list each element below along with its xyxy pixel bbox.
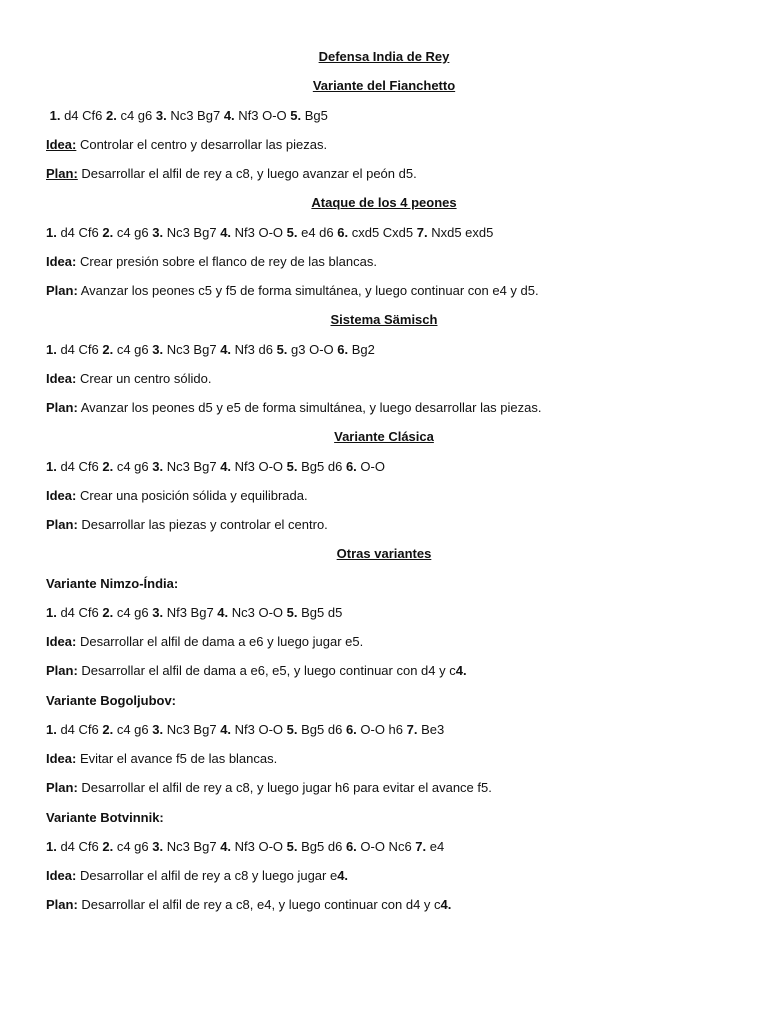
move-text: d4 Cf6 (56, 721, 103, 737)
plan-line (46, 895, 722, 924)
idea-text: Desarrollar el alfil de rey a c8 y luego jugar e (76, 868, 338, 883)
move-number: 5. (286, 458, 298, 474)
move-number: 3. (152, 341, 164, 357)
move-sequence (46, 837, 722, 866)
move-number: 4. (223, 107, 235, 123)
plan-label: Plan: (46, 166, 78, 181)
move-text: c4 g6 (113, 604, 153, 620)
move-number: 1. (46, 458, 57, 474)
move-number: 2. (102, 838, 114, 854)
move-number: 7. (406, 721, 418, 737)
section-heading: Variante Clásica (334, 429, 434, 445)
move-text: Bg5 d5 (297, 604, 343, 620)
move-number: 3. (152, 224, 164, 240)
plan-line (46, 778, 722, 807)
idea-line (46, 632, 722, 661)
idea-label: Idea: (46, 253, 77, 269)
move-sequence (46, 223, 722, 252)
move-number: 5. (286, 838, 298, 854)
move-text: Nf3 O-O (231, 721, 287, 737)
variant-name: Variante Botvinnik: (46, 809, 164, 825)
move-text: c4 g6 (113, 721, 153, 737)
move-text: Bg5 d6 (297, 838, 346, 854)
plan-text-tail: 4. (455, 663, 467, 679)
plan-label: Plan: (46, 517, 78, 532)
idea-line (46, 252, 722, 281)
idea-text: Crear una posición sólida y equilibrada. (76, 487, 308, 503)
idea-text: Crear presión sobre el flanco de rey de las blancas. (76, 253, 377, 269)
move-number: 3. (152, 838, 164, 854)
move-text: O-O Nc6 (356, 838, 416, 854)
move-number: 1. (49, 107, 61, 123)
move-number: 6. (345, 458, 357, 474)
idea-label: Idea: (46, 868, 77, 883)
move-text: c4 g6 (113, 458, 153, 474)
move-number: 1. (46, 341, 57, 357)
plan-text: Desarrollar el alfil de rey a c8, e4, y luego continuar con d4 y c (77, 897, 441, 913)
move-number: 1. (46, 838, 57, 854)
plan-label: Plan: (46, 663, 78, 679)
plan-text: Avanzar los peones c5 y f5 de forma simultánea, y luego continuar con e4 y d5. (77, 283, 539, 298)
move-number: 5. (290, 107, 302, 123)
plan-line (46, 281, 722, 310)
idea-line (46, 749, 722, 778)
move-text: Bg5 d6 (297, 458, 346, 474)
move-text: d4 Cf6 (56, 838, 103, 854)
move-number: 5. (286, 604, 298, 620)
move-text: Nc3 Bg7 (163, 224, 221, 240)
move-text: Nc3 O-O (228, 604, 287, 620)
move-number: 1. (46, 604, 57, 620)
move-number: 2. (106, 107, 117, 123)
move-number: 4. (220, 838, 232, 854)
move-number: 3. (152, 604, 164, 620)
move-text: Bg2 (348, 341, 375, 357)
idea-text: Evitar el avance f5 de las blancas. (76, 751, 278, 766)
move-text: O-O (356, 458, 385, 474)
document-body (46, 47, 722, 925)
move-text: d4 Cf6 (56, 604, 103, 620)
move-number: 7. (415, 838, 427, 854)
plan-label: Plan: (46, 283, 78, 298)
move-number: 2. (102, 458, 114, 474)
idea-label: Idea: (46, 487, 77, 503)
move-text: c4 g6 (113, 838, 153, 854)
move-text: Nf3 O-O (231, 224, 287, 240)
plan-text: Desarrollar el alfil de rey a c8, y luego jugar h6 para evitar el avance f5. (77, 780, 492, 796)
move-number: 3. (152, 458, 164, 474)
move-text: d4 Cf6 (56, 341, 103, 357)
plan-line (46, 661, 722, 690)
move-text: c4 g6 (116, 107, 156, 123)
move-text: c4 g6 (113, 224, 153, 240)
plan-text: Desarrollar el alfil de dama a e6, e5, y luego continuar con d4 y c (77, 663, 456, 679)
move-number: 3. (155, 107, 167, 123)
plan-line (46, 398, 722, 427)
idea-text: Crear un centro sólido. (76, 370, 212, 386)
plan-line (46, 164, 722, 193)
move-sequence (46, 457, 722, 486)
move-text: Nf3 d6 (231, 341, 277, 357)
move-text: Nf3 O-O (231, 838, 287, 854)
variant-name: Variante Nimzo-Índia: (46, 575, 179, 591)
move-text: d4 Cf6 (56, 224, 103, 240)
move-text: Bg5 d6 (297, 721, 346, 737)
move-text: Nf3 Bg7 (163, 604, 218, 620)
section-heading: Ataque de los 4 peones (311, 195, 457, 211)
plan-text-tail: 4. (440, 897, 452, 913)
move-sequence (46, 340, 722, 369)
idea-label: Idea: (46, 370, 77, 386)
move-number: 6. (337, 341, 349, 357)
plan-label: Plan: (46, 897, 78, 913)
move-text: Nc3 Bg7 (163, 341, 221, 357)
move-sequence (46, 106, 722, 135)
move-number: 4. (217, 604, 229, 620)
idea-line (46, 486, 722, 515)
idea-text: Controlar el centro y desarrollar las piezas. (76, 136, 328, 152)
move-text: O-O h6 (356, 721, 407, 737)
move-number: 2. (102, 224, 114, 240)
plan-line (46, 515, 722, 544)
move-sequence (46, 603, 722, 632)
idea-line (46, 866, 722, 895)
idea-text: Desarrollar el alfil de dama a e6 y luego jugar e5. (76, 634, 364, 649)
section-heading: Variante del Fianchetto (312, 78, 456, 94)
idea-label: Idea: (46, 751, 77, 766)
idea-label: Idea: (46, 634, 77, 649)
move-number: 4. (220, 224, 232, 240)
plan-text: Desarrollar el alfil de rey a c8, y luego avanzar el peón d5. (77, 166, 417, 181)
move-number: 4. (220, 721, 232, 737)
move-number: 2. (102, 721, 114, 737)
plan-text: Desarrollar las piezas y controlar el centro. (77, 517, 328, 532)
move-text: e4 (426, 838, 445, 854)
move-number: 2. (102, 604, 114, 620)
move-text: Nc3 Bg7 (166, 107, 224, 123)
move-number: 5. (276, 341, 288, 357)
move-text: Nc3 Bg7 (163, 458, 221, 474)
move-number: 4. (220, 341, 232, 357)
move-text: Nf3 O-O (234, 107, 291, 123)
move-text: Be3 (417, 721, 445, 737)
move-number: 5. (286, 224, 298, 240)
move-number: 1. (46, 224, 57, 240)
move-number: 4. (220, 458, 232, 474)
idea-line (46, 369, 722, 398)
idea-text-tail: 4. (337, 868, 349, 883)
move-number: 6. (337, 224, 349, 240)
plan-label: Plan: (46, 780, 78, 796)
others-heading: Otras variantes (336, 546, 432, 562)
idea-line (46, 135, 722, 164)
move-number: 6. (345, 838, 357, 854)
document-title: Defensa India de Rey (318, 49, 450, 64)
move-number: 1. (46, 721, 57, 737)
move-text: c4 g6 (113, 341, 153, 357)
move-number: 6. (345, 721, 357, 737)
move-text: d4 Cf6 (56, 458, 103, 474)
move-text: Bg5 (301, 107, 328, 123)
move-number: 2. (102, 341, 114, 357)
move-sequence (46, 720, 722, 749)
variant-name: Variante Bogoljubov: (46, 692, 177, 708)
move-text: Nc3 Bg7 (163, 838, 221, 854)
move-text: cxd5 Cxd5 (348, 224, 417, 240)
idea-label: Idea: (46, 136, 77, 152)
section-heading: Sistema Sämisch (330, 312, 438, 328)
move-text: g3 O-O (287, 341, 338, 357)
move-number: 5. (286, 721, 298, 737)
move-number: 3. (152, 721, 164, 737)
move-text: Nc3 Bg7 (163, 721, 221, 737)
move-number: 7. (416, 224, 428, 240)
move-text: Nxd5 exd5 (427, 224, 494, 240)
move-text: Nf3 O-O (231, 458, 287, 474)
move-text: d4 Cf6 (60, 107, 106, 123)
plan-label: Plan: (46, 400, 78, 415)
plan-text: Avanzar los peones d5 y e5 de forma simultánea, y luego desarrollar las piezas. (77, 400, 542, 415)
move-text: e4 d6 (297, 224, 338, 240)
